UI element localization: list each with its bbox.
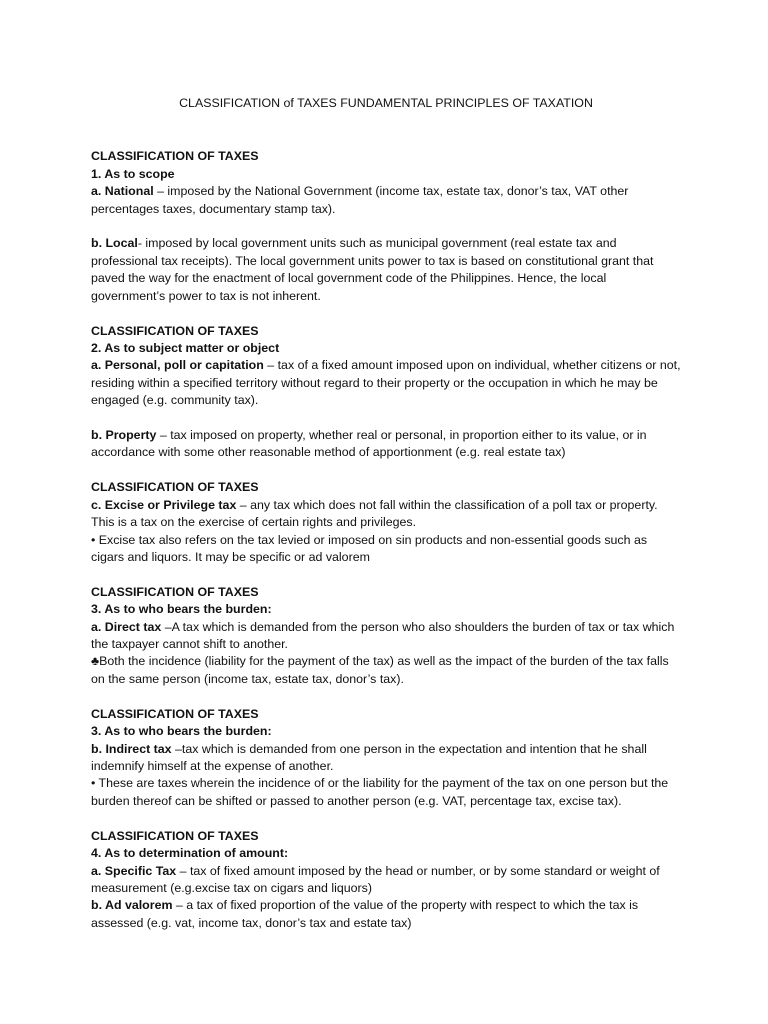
section-subject-matter — [91, 323, 681, 462]
item-label: a. Personal, poll or capitation — [91, 358, 264, 373]
item-specific-tax — [91, 863, 681, 898]
item-label: a. Specific Tax — [91, 863, 177, 878]
item-text: – tax of a fixed amount imposed upon on individual, whether citizens or not, residing within a specified territory without regard to their property or the occupation in which he may be engaged (e.g. community tax). — [91, 358, 681, 408]
item-indirect-tax — [91, 741, 681, 776]
item-excise-privilege — [91, 497, 681, 532]
section-amount — [91, 828, 681, 932]
section-burden-indirect — [91, 706, 681, 810]
bullet-text: • These are taxes wherein the incidence of or the liability for the payment of the tax on one person but the burden thereof can be shifted or passed to another person (e.g. VAT, percentage tax, excise tax). — [91, 776, 669, 808]
item-text: –A tax which is demanded from the person who also shoulders the burden of tax or tax which the taxpayer cannot shift to another. — [91, 619, 675, 652]
document-title: CLASSIFICATION of TAXES FUNDAMENTAL PRINCIPLES OF TAXATION — [179, 96, 593, 110]
item-label: b. Property — [91, 427, 157, 442]
item-label: b. Local — [91, 236, 138, 251]
section-heading: CLASSIFICATION OF TAXES — [91, 584, 259, 599]
item-label: a. Direct tax — [91, 619, 162, 634]
section-heading: CLASSIFICATION OF TAXES — [91, 323, 259, 338]
item-label: b. Ad valorem — [91, 898, 173, 913]
section-heading: CLASSIFICATION OF TAXES — [91, 149, 259, 164]
spacer — [91, 410, 681, 427]
section-subheading: 1. As to scope — [91, 166, 175, 181]
item-text: – tax of fixed amount imposed by the head or number, or by some standard or weight of measurement (e.g.excise tax on cigars and liquors) — [91, 863, 660, 895]
item-text: - imposed by local government units such as municipal government (real estate tax and professional tax receipts). The local government units power to tax is based on constitutional grant that paved the way for the enactment of local government code of the Philippines. Hence, the local government’s power to tax is not inherent. — [91, 236, 654, 303]
item-label: c. Excise or Privilege tax — [91, 497, 237, 512]
section-heading: CLASSIFICATION OF TAXES — [91, 706, 259, 721]
section-scope — [91, 148, 681, 305]
item-text: – imposed by the National Government (income tax, estate tax, donor’s tax, VAT other percentages taxes, documentary stamp tax). — [91, 184, 629, 216]
section-subheading: 3. As to who bears the burden: — [91, 602, 272, 617]
item-label: a. National — [91, 184, 154, 199]
item-property — [91, 427, 681, 462]
item-national — [91, 183, 681, 218]
item-personal-poll-capitation — [91, 357, 681, 409]
section-heading: CLASSIFICATION OF TAXES — [91, 828, 259, 843]
section-subheading: 2. As to subject matter or object — [91, 340, 280, 355]
item-text: – tax imposed on property, whether real or personal, in proportion either to its value, or in accordance with some other reasonable method of apportionment (e.g. real estate tax) — [91, 427, 647, 460]
document-page — [91, 95, 681, 950]
item-text: – a tax of fixed proportion of the value of the property with respect to which the tax is assessed (e.g. vat, income tax, donor’s tax and estate tax) — [91, 898, 639, 930]
bullet-text: ♣Both the incidence (liability for the payment of the tax) as well as the impact of the burden of the tax falls on the same person (income tax, estate tax, donor’s tax). — [91, 654, 669, 686]
section-burden-direct — [91, 584, 681, 688]
item-direct-tax — [91, 619, 681, 654]
section-heading: CLASSIFICATION OF TAXES — [91, 480, 259, 495]
item-local — [91, 235, 681, 305]
spacer — [91, 218, 681, 235]
item-text: – any tax which does not fall within the classification of a poll tax or property. This is a tax on the exercise of certain rights and privileges. — [91, 497, 658, 530]
section-subheading: 3. As to who bears the burden: — [91, 724, 272, 739]
item-ad-valorem — [91, 897, 681, 932]
item-label: b. Indirect tax — [91, 741, 172, 756]
bullet-text: • Excise tax also refers on the tax levied or imposed on sin products and non-essential goods such as cigars and liquors. It may be specific or ad valorem — [91, 532, 648, 564]
section-excise — [91, 479, 681, 566]
item-text: –tax which is demanded from one person in the expectation and intention that he shall indemnify himself at the expense of another. — [91, 741, 647, 773]
section-subheading: 4. As to determination of amount: — [91, 846, 289, 861]
